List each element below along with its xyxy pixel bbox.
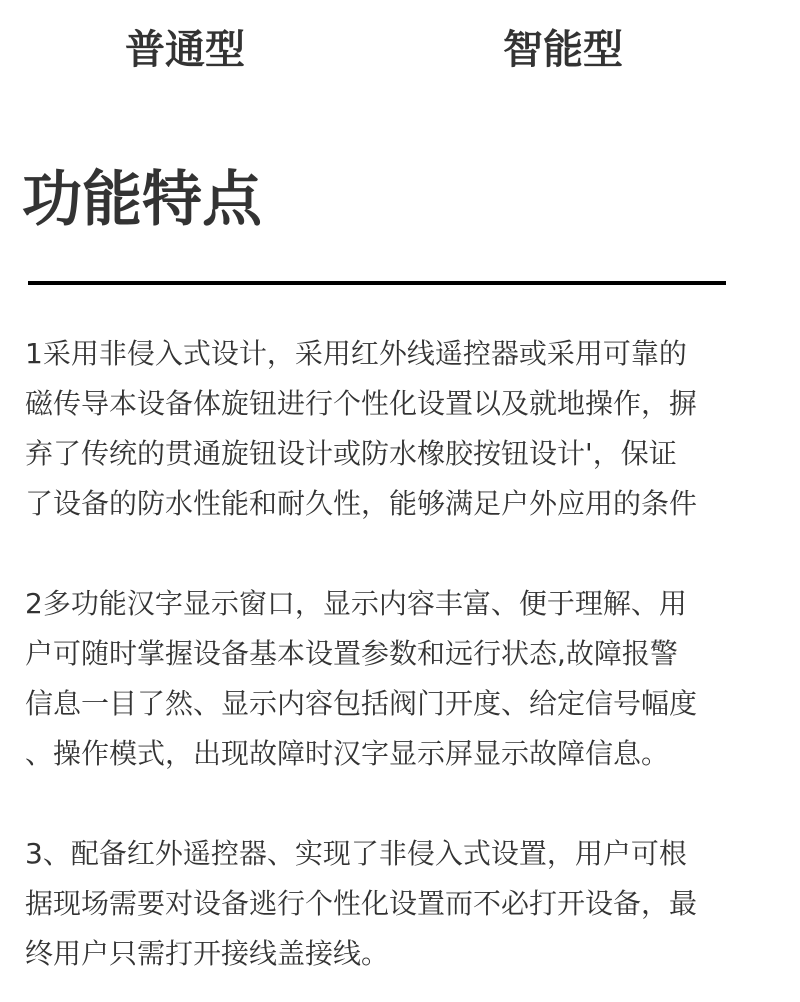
feature-text-line: 户可随时掌握设备基本设置参数和远行状态,故障报警 [25,637,678,670]
section-title: 功能特点 [22,165,262,235]
feature-text-line: 磁传导本设备体旋钮进行个性化设置以及就地操作，摒 [25,387,698,420]
feature-text-line: 信息一目了然、显示内容包括阀门开度、给定信号幅度 [25,687,698,720]
feature-text-line: 据现场需要对设备逃行个性化设置而不必打开设备，最 [25,887,698,920]
feature-paragraph-3 [25,829,697,979]
feature-text-line: 2多功能汉字显示窗口，显示内容丰富、便于理解、用 [25,587,687,620]
feature-paragraph-1 [25,329,697,529]
feature-text-line: 1采用非侵入式设计，采用红外线遥控器或采用可靠的 [25,337,687,370]
feature-text-line: 、操作模式，出现故障时汉字显示屏显示故障信息。 [25,737,670,770]
smart-type-label: 智能型 [503,27,623,73]
feature-text-line: 终用户只需打开接线盖接线。 [25,937,390,970]
normal-type-label: 普通型 [125,27,245,73]
feature-text-line: 3、配备红外遥控器、实现了非侵入式设置，用户可根 [25,837,687,870]
feature-text-line: 弃了传统的贯通旋钮设计或防水橡胶按钮设计'，保证 [25,437,677,470]
feature-paragraph-2 [25,579,697,779]
feature-text-line: 了设备的防水性能和耐久性，能够满足户外应用的条件 [25,487,698,520]
section-divider [28,281,726,285]
